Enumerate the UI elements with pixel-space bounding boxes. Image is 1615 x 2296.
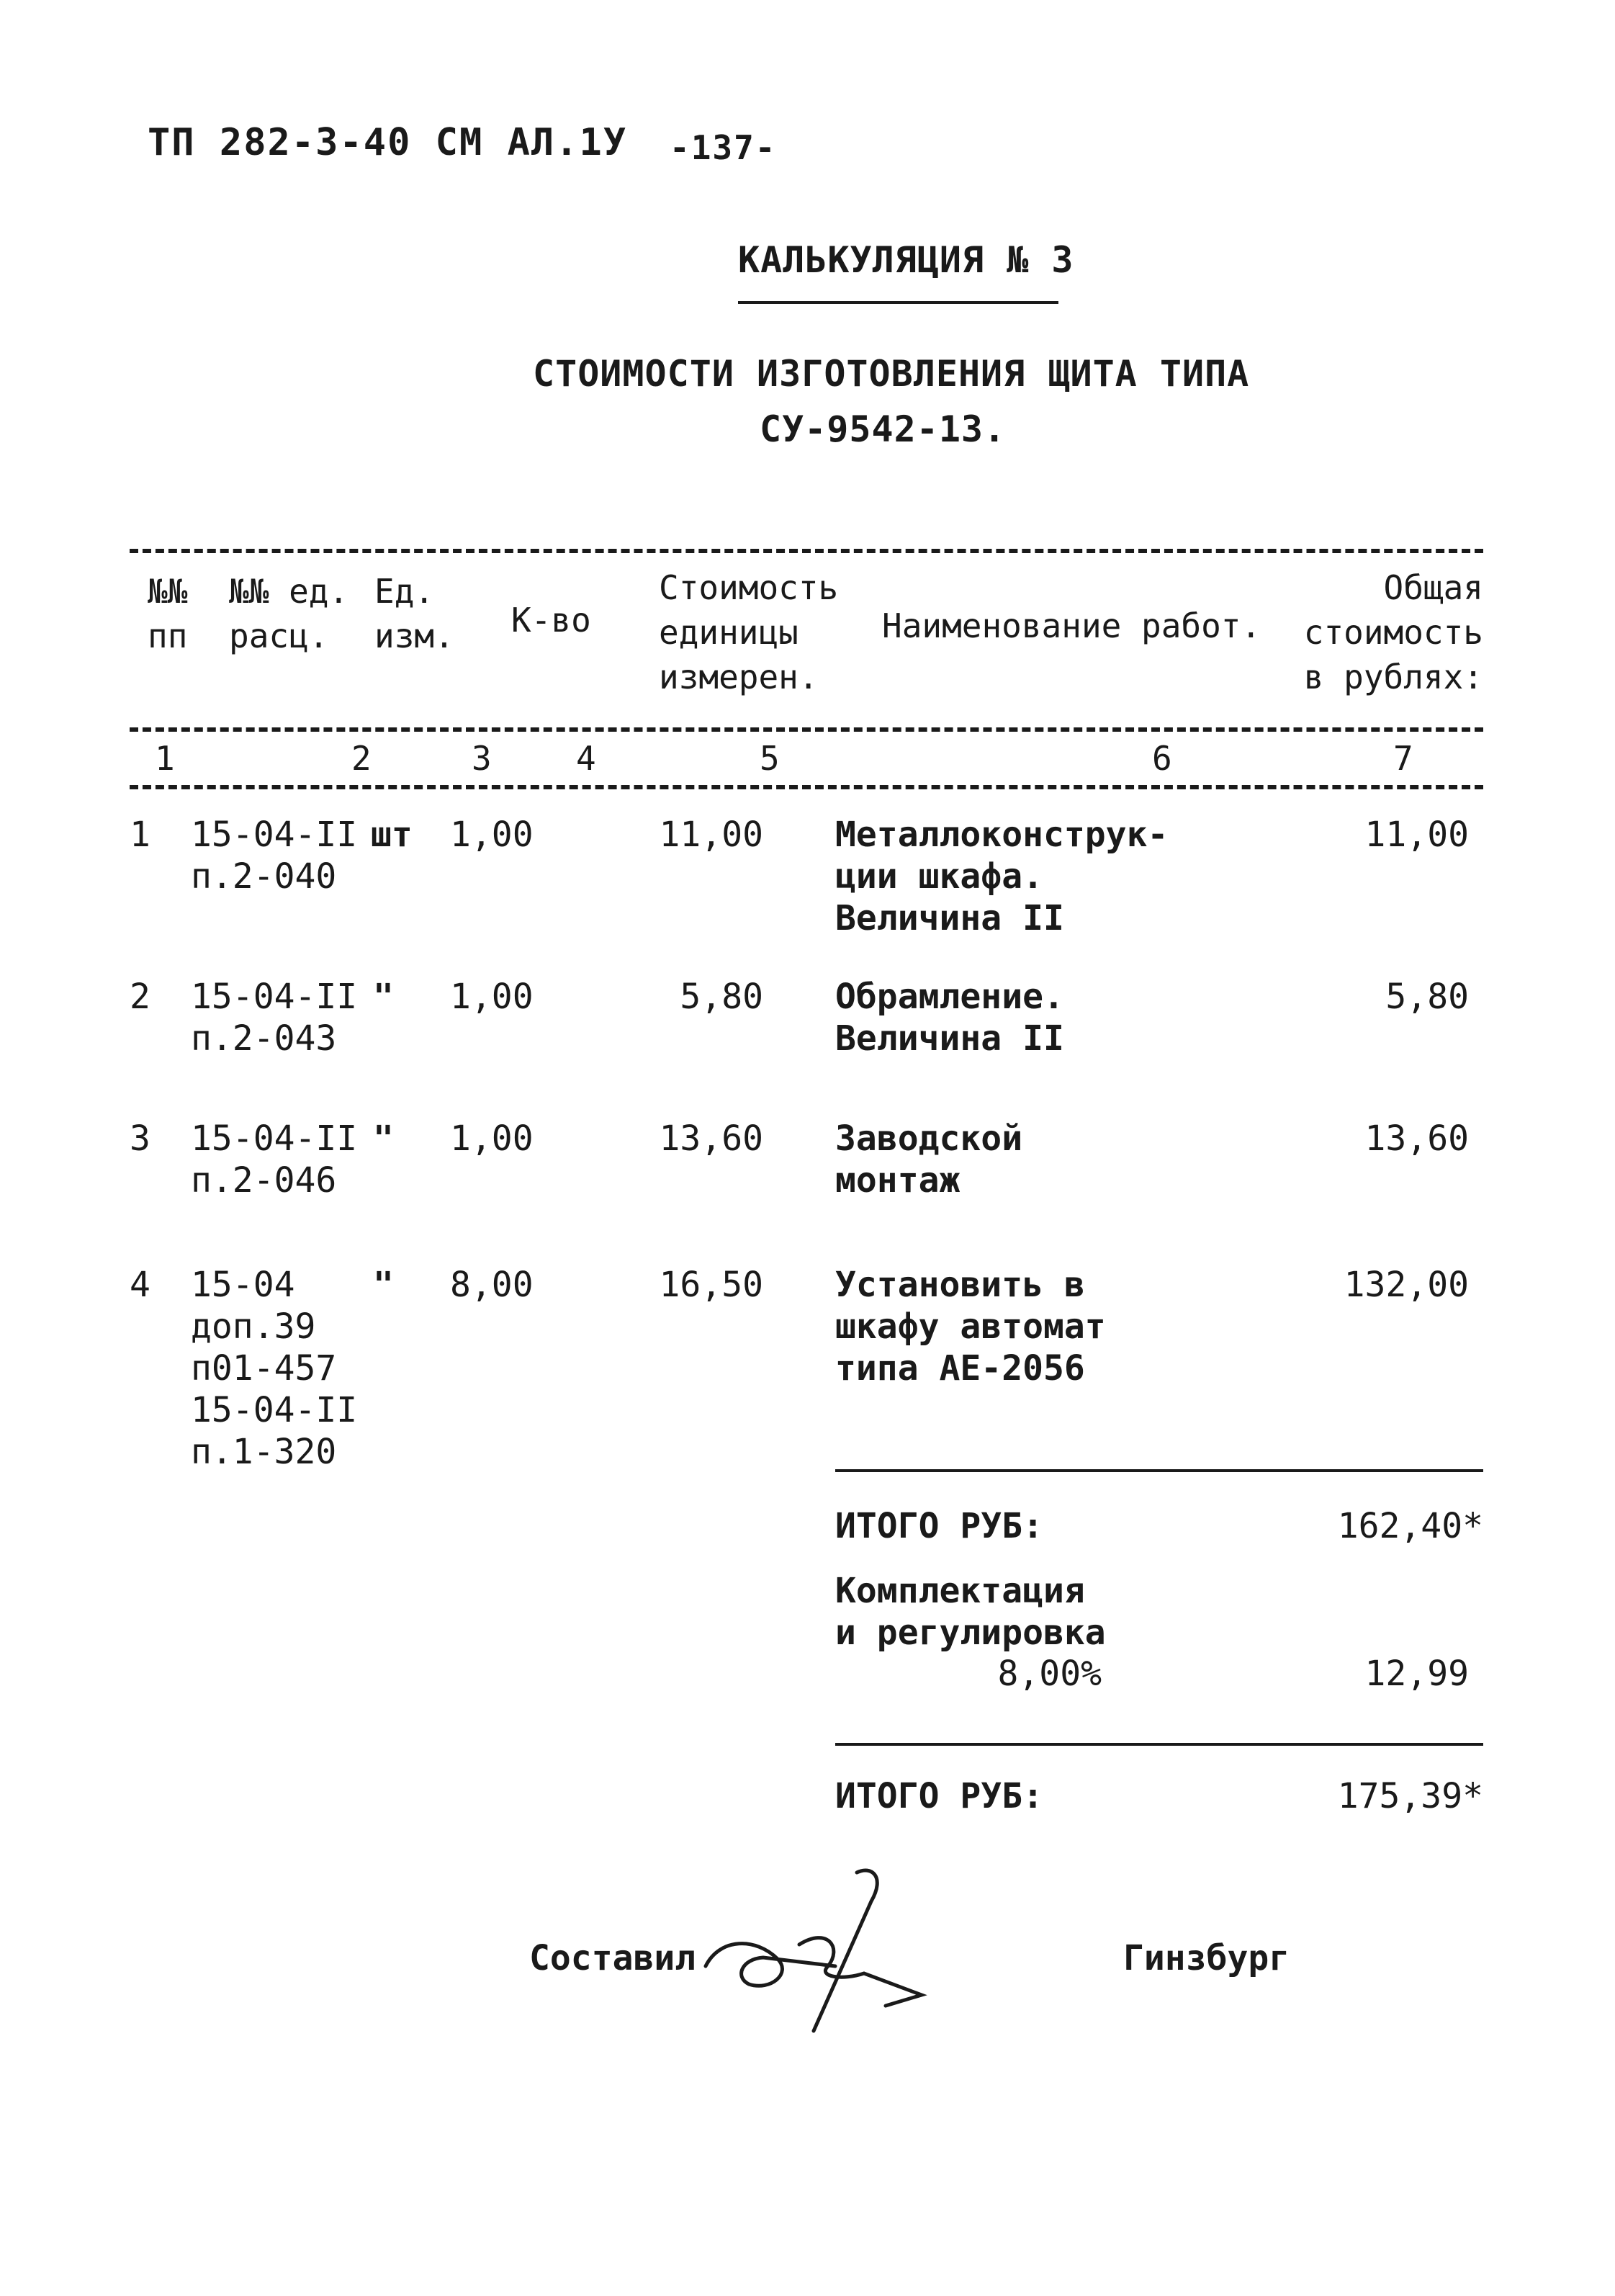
subtitle-line1: СТОИМОСТИ ИЗГОТОВЛЕНИЯ ЩИТА ТИПА: [533, 353, 1250, 395]
row-number: 4: [130, 1265, 150, 1305]
subtitle-line2: СУ-9542-13.: [760, 408, 1007, 450]
row-number: 2: [130, 977, 150, 1017]
unit-price: 5,80: [680, 977, 763, 1017]
unit: шт: [371, 815, 413, 855]
rate-code: 15-04-II п.2-040: [191, 815, 358, 897]
unit: ": [373, 1265, 394, 1305]
colnum-4: 4: [576, 739, 596, 778]
row-total: 11,00: [1364, 815, 1469, 855]
quantity: 1,00: [450, 815, 534, 855]
colnum-2: 2: [351, 739, 372, 778]
unit-price: 13,60: [659, 1118, 763, 1159]
extra-label: Комплектация и регулировка: [835, 1571, 1106, 1653]
compiler-name: Гинзбург: [1123, 1938, 1290, 1978]
col-header-4: К-во: [511, 601, 591, 640]
subtotal-label: ИТОГО РУБ:: [835, 1506, 1043, 1546]
row-total: 5,80: [1385, 977, 1469, 1017]
signature-mark: [691, 1858, 950, 2045]
quantity: 1,00: [450, 977, 534, 1017]
quantity: 8,00: [450, 1265, 534, 1305]
header-bottom-rule: [130, 727, 1483, 732]
row-total: 132,00: [1344, 1265, 1469, 1305]
colnum-5: 5: [760, 739, 780, 778]
rate-code: 15-04-II п.2-043: [191, 977, 358, 1059]
col-header-2: №№ ед. расц.: [229, 572, 349, 655]
extra-percent: 8,00%: [997, 1654, 1102, 1694]
total-label: ИТОГО РУБ:: [835, 1776, 1043, 1816]
compiled-by-label: Составил: [529, 1938, 696, 1978]
document-code: ТП 282-3-40 СМ АЛ.1У: [148, 121, 628, 164]
quantity: 1,00: [450, 1118, 534, 1159]
work-name: Установить в шкафу автомат типа АЕ-2056: [835, 1265, 1106, 1389]
work-name: Металлоконструк- ции шкафа. Величина II: [835, 815, 1169, 938]
title-underline: [738, 301, 1058, 304]
row-number: 1: [130, 815, 150, 855]
col-header-1: №№ пп: [148, 572, 188, 655]
colnum-3: 3: [472, 739, 492, 778]
calculation-title: КАЛЬКУЛЯЦИЯ № 3: [738, 239, 1074, 281]
numbers-bottom-rule: [130, 785, 1483, 789]
rate-code: 15-04-II п.2-046: [191, 1118, 358, 1201]
col-header-3: Ед. изм.: [374, 572, 454, 655]
page-number: -137-: [670, 128, 777, 167]
work-name: Обрамление. Величина II: [835, 977, 1064, 1059]
subtotal-value: 162,40*: [1337, 1506, 1483, 1546]
extra-value: 12,99: [1364, 1654, 1469, 1694]
total-rule: [835, 1743, 1483, 1746]
col-header-7: Общая стоимость в рублях:: [1303, 568, 1483, 696]
work-name: Заводской монтаж: [835, 1118, 1023, 1201]
unit-price: 16,50: [659, 1265, 763, 1305]
unit-price: 11,00: [659, 815, 763, 855]
unit: ": [373, 977, 394, 1017]
unit: ": [373, 1118, 394, 1159]
colnum-7: 7: [1393, 739, 1413, 778]
total-value: 175,39*: [1337, 1776, 1483, 1816]
subtotal-rule: [835, 1469, 1483, 1472]
col-header-5: Стоимость единицы измерен.: [659, 568, 839, 696]
row-total: 13,60: [1364, 1118, 1469, 1159]
colnum-6: 6: [1152, 739, 1172, 778]
row-number: 3: [130, 1118, 150, 1159]
col-header-6: Наименование работ.: [882, 606, 1261, 645]
colnum-1: 1: [155, 739, 175, 778]
rate-code: 15-04 доп.39 п01-457 15-04-II п.1-320: [191, 1265, 358, 1472]
table-top-rule: [130, 549, 1483, 553]
